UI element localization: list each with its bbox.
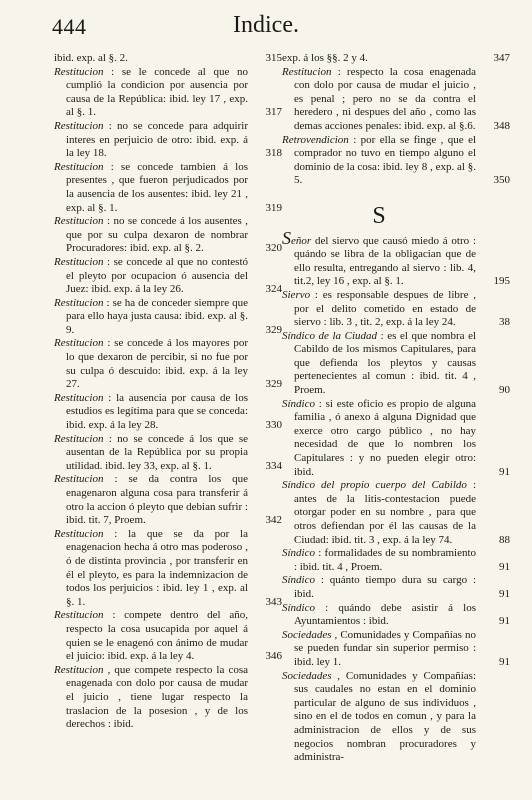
index-entry — [54, 52, 282, 66]
index-entry — [54, 528, 282, 610]
entry-heading-rest: eñor — [291, 234, 312, 247]
entry-text: : antes de la litis-contestacion puede otorgar poder en su nombre , para que otros defiendan por él las causas de la Ciudad: ibid. tit. 3 , exp. á la ley 74. — [294, 479, 477, 546]
index-entry — [54, 161, 282, 215]
entry-heading: Síndico — [282, 547, 315, 560]
entry-heading: Restitucion — [54, 160, 104, 173]
index-entry — [282, 330, 510, 398]
index-entry — [282, 398, 510, 480]
entry-text: : la ausencia por causa de los estudios es legítima para que se conceda: ibid. exp. á la ley 28. — [66, 391, 249, 432]
entry-heading: Restitucion — [54, 609, 104, 622]
index-entry — [282, 227, 510, 289]
entry-heading: Restitucion — [54, 296, 104, 309]
left-column — [54, 52, 282, 732]
entry-text: : quánto tiempo dura su cargo : ibid. — [294, 574, 476, 600]
entry-page-number: 346 — [265, 650, 282, 663]
entry-text: : no se concede á los que se ausentan de la República por su propia utilidad. ibid. ley 33, exp. al §. 1. — [66, 432, 248, 472]
index-entry — [54, 256, 282, 297]
entry-text: : se concede á los mayores por lo que dexaron de percibir, si no fue por su culpa ó descuido: ibid. exp. á la ley 27. — [66, 337, 249, 391]
entry-text: exp. á los §§. 2 y 4. — [282, 52, 368, 64]
index-entry — [54, 609, 282, 663]
section-letter: S — [372, 202, 386, 229]
entry-heading: Restitucion — [54, 527, 104, 540]
entry-text: : se concede tambien á los presentes , que fueron perjudicados por la ausencia de los ausentes: ibid. ley 21 , exp. al §. 1. — [66, 160, 248, 214]
index-entry — [282, 52, 510, 66]
entry-page-number: 329 — [265, 323, 282, 336]
entry-page-number: 91 — [499, 655, 510, 668]
entry-page-number: 315 — [265, 52, 282, 64]
entry-text: : formalidades de su nombramiento : ibid. tit. 4 , Proem. — [294, 547, 477, 573]
entry-page-number: 348 — [493, 119, 510, 132]
index-entry — [282, 547, 510, 574]
entry-text: del siervo que causó miedo á otro : quándo se libra de la obligacian que de ello resulta, entregando al siervo : lib. 4, tit.2, ley 16 , exp. al §. 1. — [294, 234, 477, 288]
entry-page-number: 91 — [499, 560, 510, 573]
entry-page-number: 317 — [265, 106, 282, 119]
entry-heading: Siervo — [282, 288, 311, 301]
index-entry — [54, 120, 282, 161]
entry-page-number: 350 — [493, 174, 510, 187]
index-entry — [282, 629, 510, 670]
index-entry — [54, 473, 282, 527]
entry-text: : se da contra los que enagenaron alguna cosa para transferir á otro la accion ó pleyto que debian sufrir : ibid. tit. 7, Proem. — [66, 473, 248, 527]
entry-heading: Restitucion — [54, 663, 104, 676]
right-column — [282, 52, 510, 765]
entry-text: : es el que nombra el Cabildo de los mismos Capitulares, para que defienda los pleytos y causas pertenecientes al comun : ibid. tit. 4 , Proem. — [294, 329, 477, 397]
entry-heading: Síndico — [282, 574, 315, 587]
page-number: 444 — [52, 14, 87, 39]
entry-page-number: 91 — [499, 587, 510, 600]
entry-page-number: 319 — [265, 201, 282, 214]
entry-page-number: 347 — [493, 52, 510, 64]
index-entry — [54, 664, 282, 732]
entry-page-number: 318 — [265, 147, 282, 160]
entry-page-number: 324 — [265, 283, 282, 296]
index-entry — [282, 479, 510, 547]
entry-text: , Comunidades y Compañías no se pueden fundar sin superior permiso : ibid. ley 1. — [294, 628, 476, 668]
entry-text: : quándo debe asistir á los Ayuntamientos : ibid. — [294, 601, 477, 628]
entry-text: : se ha de conceder siempre que para ello haya justa causa: ibid. exp. al §. 9. — [66, 296, 248, 336]
entry-page-number: 38 — [499, 316, 510, 329]
entry-page-number: 91 — [499, 615, 510, 628]
index-entry — [282, 289, 510, 330]
entry-page-number: 320 — [265, 242, 282, 255]
index-entry — [282, 670, 510, 765]
entry-text: : si este oficio es propio de alguna familia , ó anexo á alguna Dignidad que exerce otro cargo público , no hay necesidad de que lo nombren los Capitulares : y no pueden elegir otro: ibid. — [294, 397, 476, 478]
entry-text: : se le concede al que no cumplió la condicion por ausencia por causa de la República: ibid. ley 17 , exp. al §. 1. — [66, 65, 248, 119]
entry-text: , Comunidades y Compañías: sus caudales no estan en el dominio particular de alguno de sus individuos , sino en el de todos en comun , y para la administracion de ellos y de sus negocios nombran procuradores y administra- — [294, 669, 477, 764]
entry-page-number: 343 — [265, 595, 282, 608]
entry-page-number: 91 — [499, 465, 510, 478]
entry-text: , que compete respecto la cosa enagenada con dolo por causa de mudar el juicio , tiene lugar respecto la traslacion de la posesion , y de los derechos : ibid. — [66, 663, 248, 731]
entry-heading: Síndico del propio cuerpo del Cabildo — [282, 479, 467, 492]
index-entry — [54, 433, 282, 474]
entry-page-number: 330 — [265, 419, 282, 432]
index-entry — [282, 66, 510, 134]
entry-heading: Restitucion — [54, 337, 104, 350]
entry-heading: Restitucion — [54, 65, 104, 78]
index-entry — [282, 134, 510, 188]
index-entry — [54, 297, 282, 338]
entry-heading: Restitucion — [54, 119, 104, 132]
running-head: Indice. — [233, 12, 299, 38]
entry-page-number: 329 — [265, 378, 282, 391]
index-entry — [282, 574, 510, 601]
entry-text: : se concede al que no contestó el pleyto por ocupacion ó ausencia del Juez: ibid. exp. á la ley 26. — [66, 255, 249, 296]
entry-page-number: 334 — [265, 459, 282, 472]
entry-text: : compete dentro del año, respecto la cosa usucapida por aquel á quien se le enagenó con ánimo de mudar el juicio: ibid. exp. á la ley 4. — [66, 609, 249, 663]
index-entry — [54, 392, 282, 433]
index-entry — [54, 66, 282, 120]
entry-page-number: 90 — [499, 384, 510, 397]
entry-text: : respecto la cosa enagenada con dolo por causa de mudar el juicio , es penal ; pero no se da contra el heredero , ni despues del año , como las demas acciones penales: ibid. exp. al §.6. — [294, 65, 476, 132]
entry-heading: Restitucion — [54, 432, 104, 445]
entry-text: : no se concede á los ausentes , que por su culpa dexaron de nombrar Procuradores: ibid. exp. al §. 2. — [66, 215, 249, 255]
entry-text: : es responsable despues de libre , por el delito cometido en estado de siervo : lib. 3 , tit. 2, exp. á la ley 24. — [294, 288, 477, 329]
entry-heading: Restitucion — [54, 255, 104, 268]
entry-page-number: 342 — [265, 514, 282, 527]
entry-heading: Restitucion — [54, 473, 104, 486]
entry-heading: Síndico — [282, 397, 315, 410]
entry-text: : no se concede para adquirir interes en perjuicio de otro: ibid. exp. á la ley 18. — [66, 119, 248, 160]
entry-heading: Síndico — [282, 601, 315, 614]
entry-heading: Síndico de la Ciudad — [282, 329, 378, 342]
entry-heading: Restitucion — [54, 391, 104, 404]
entry-page-number: 195 — [493, 275, 510, 288]
entry-page-number: 88 — [499, 533, 510, 546]
entry-drop-letter: S — [282, 227, 291, 248]
entry-heading: Sociedades — [282, 669, 332, 682]
entry-text: : por ella se finge , que el comprador no tuvo en tiempo alguno el dominio de la cosa: ibid. ley 8 , exp. al §. 5. — [294, 133, 477, 187]
entry-heading: Restitucion — [282, 65, 332, 78]
index-entry — [54, 337, 282, 391]
entry-heading: Restitucion — [54, 215, 104, 228]
index-entry — [282, 602, 510, 629]
index-entry — [54, 215, 282, 256]
entry-text: : la que se da por la enagenacion hecha á otro mas poderoso , ó de distinta provincia , por transferir en él el pleyto, es para la indemnizacion de todos los perjuicios : ibid. ley 1 , exp. al §. 1. — [66, 527, 248, 608]
entry-heading: Retrovendicion — [282, 133, 349, 146]
entry-heading: Sociedades — [282, 628, 332, 641]
entry-text: ibid. exp. al §. 2. — [54, 52, 128, 64]
